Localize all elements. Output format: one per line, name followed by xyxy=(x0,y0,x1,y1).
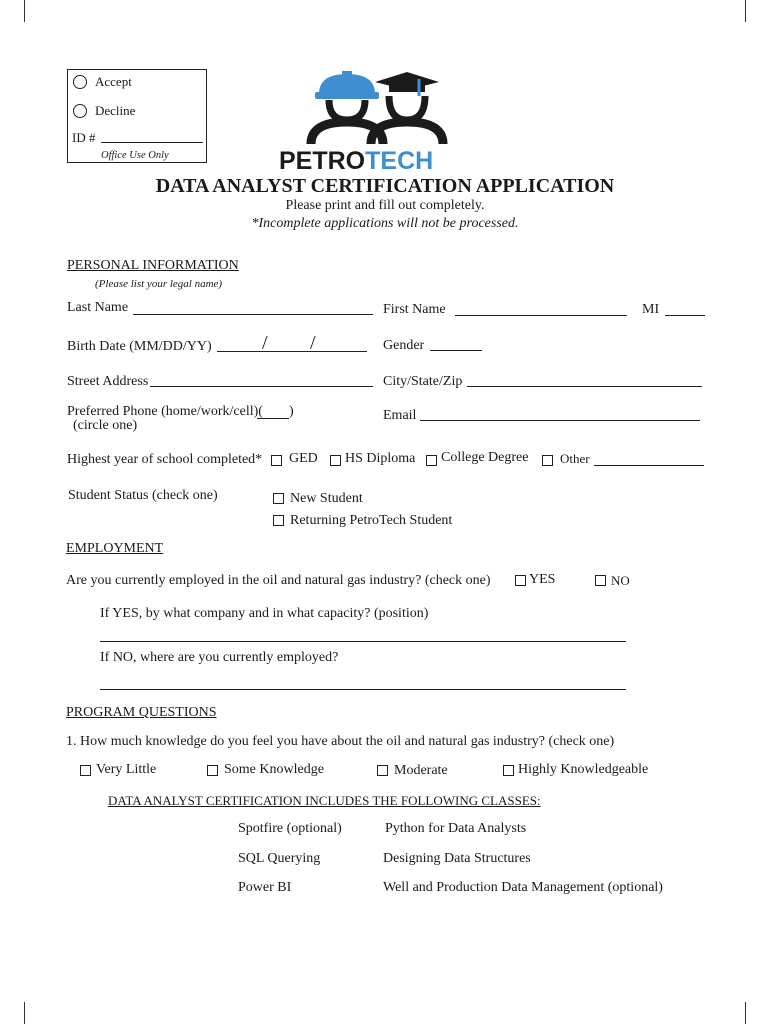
ged-checkbox[interactable] xyxy=(271,455,282,466)
very-little-checkbox[interactable] xyxy=(80,765,91,776)
petrotech-logo xyxy=(279,68,479,172)
instruction-text: Please print and fill out completely. xyxy=(285,198,485,213)
birth-date-label: Birth Date (MM/DD/YY) xyxy=(67,339,212,354)
returning-student-checkbox[interactable] xyxy=(273,515,284,526)
employed-yes-label: YES xyxy=(529,572,556,587)
phone-label: Preferred Phone (home/work/cell)( xyxy=(67,404,263,419)
moderate-checkbox[interactable] xyxy=(377,765,388,776)
decline-label: Decline xyxy=(95,103,136,118)
other-label: Other xyxy=(560,451,590,466)
phone-field[interactable] xyxy=(257,418,289,419)
svg-text:PETROTECH xyxy=(279,147,433,172)
classes-title: DATA ANALYST CERTIFICATION INCLUDES THE FOLLOWING CLASSES: xyxy=(108,793,541,808)
phone-close-paren: ) xyxy=(289,404,294,419)
office-use-box xyxy=(67,69,207,163)
student-status-label: Student Status (check one) xyxy=(68,488,218,503)
class-power-bi: Power BI xyxy=(238,880,292,895)
class-python: Python for Data Analysts xyxy=(385,821,527,836)
college-degree-label: College Degree xyxy=(441,450,529,465)
employment-section-title: EMPLOYMENT xyxy=(66,541,164,556)
hs-diploma-checkbox[interactable] xyxy=(330,455,341,466)
birth-date-slash-1: / xyxy=(262,332,268,354)
city-state-zip-label: City/State/Zip xyxy=(383,374,463,389)
new-student-label: New Student xyxy=(290,491,363,506)
class-sql-querying: SQL Querying xyxy=(238,851,321,866)
crop-mark-top-left xyxy=(24,0,25,22)
id-label: ID # xyxy=(72,130,96,145)
other-checkbox[interactable] xyxy=(542,455,553,466)
school-label: Highest year of school completed* xyxy=(67,452,263,467)
new-student-checkbox[interactable] xyxy=(273,493,284,504)
other-field[interactable] xyxy=(594,465,704,466)
email-label: Email xyxy=(383,408,417,423)
if-yes-field[interactable] xyxy=(100,641,626,642)
decline-radio[interactable] xyxy=(73,104,87,118)
some-knowledge-label: Some Knowledge xyxy=(224,762,324,777)
class-well-production: Well and Production Data Management (optional) xyxy=(383,880,663,895)
if-yes-question: If YES, by what company and in what capacity? (position) xyxy=(100,606,429,621)
mi-field[interactable] xyxy=(665,315,705,316)
gender-field[interactable] xyxy=(430,350,482,351)
hs-diploma-label: HS Diploma xyxy=(345,451,416,466)
birth-date-slash-2: / xyxy=(310,332,316,354)
knowledge-question: 1. How much knowledge do you feel you have about the oil and natural gas industry? (check one) xyxy=(66,734,615,749)
highly-knowledgeable-label: Highly Knowledgeable xyxy=(518,762,649,777)
warning-text: *Incomplete applications will not be processed. xyxy=(251,216,519,231)
if-no-question: If NO, where are you currently employed? xyxy=(100,650,339,665)
class-spotfire: Spotfire (optional) xyxy=(238,821,342,836)
accept-label: Accept xyxy=(95,74,132,89)
last-name-field[interactable] xyxy=(133,314,373,315)
street-address-field[interactable] xyxy=(150,386,373,387)
circle-one-note: (circle one) xyxy=(73,418,138,433)
crop-mark-bottom-right xyxy=(745,1002,746,1024)
street-address-label: Street Address xyxy=(67,374,149,389)
employed-yes-checkbox[interactable] xyxy=(515,575,526,586)
employed-no-label: NO xyxy=(611,573,630,588)
very-little-label: Very Little xyxy=(96,762,157,777)
accept-radio[interactable] xyxy=(73,75,87,89)
crop-mark-bottom-left xyxy=(24,1002,25,1024)
college-degree-checkbox[interactable] xyxy=(426,455,437,466)
logo-text-tech: TECH xyxy=(365,147,434,172)
gender-label: Gender xyxy=(383,338,425,353)
city-state-zip-field[interactable] xyxy=(467,386,702,387)
personal-section-note: (Please list your legal name) xyxy=(95,278,223,290)
returning-student-label: Returning PetroTech Student xyxy=(290,513,453,528)
last-name-label: Last Name xyxy=(67,300,129,315)
employed-no-checkbox[interactable] xyxy=(595,575,606,586)
birth-date-field[interactable] xyxy=(217,351,367,352)
page-title: DATA ANALYST CERTIFICATION APPLICATION xyxy=(155,175,615,197)
office-use-label: Office Use Only xyxy=(101,150,169,161)
highly-knowledgeable-checkbox[interactable] xyxy=(503,765,514,776)
if-no-field[interactable] xyxy=(100,689,626,690)
class-data-structures: Designing Data Structures xyxy=(383,851,531,866)
first-name-label: First Name xyxy=(383,302,446,317)
employment-question: Are you currently employed in the oil and natural gas industry? (check one) xyxy=(66,573,491,588)
logo-text-petro: PETRO xyxy=(279,147,366,172)
personal-section-title: PERSONAL INFORMATION xyxy=(67,258,239,273)
ged-label: GED xyxy=(289,451,318,466)
crop-mark-top-right xyxy=(745,0,746,22)
some-knowledge-checkbox[interactable] xyxy=(207,765,218,776)
first-name-field[interactable] xyxy=(455,315,627,316)
id-input-line[interactable] xyxy=(101,142,203,143)
program-section-title: PROGRAM QUESTIONS xyxy=(66,705,217,720)
moderate-label: Moderate xyxy=(394,763,448,778)
mi-label: MI xyxy=(642,302,660,317)
email-field[interactable] xyxy=(420,420,700,421)
